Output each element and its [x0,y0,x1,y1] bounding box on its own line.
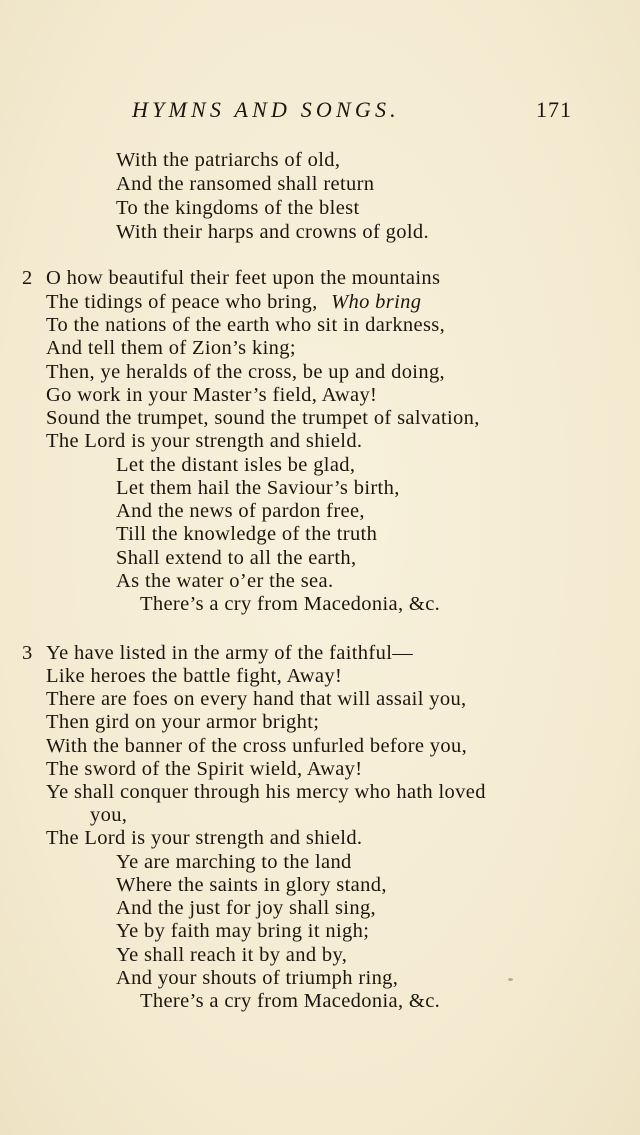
stanza-3-refrain-line: And your shouts of triumph ring, [116,967,399,989]
stanza-3-line: The Lord is your strength and shield. [46,827,363,849]
stanza-3-refrain-line: Ye shall reach it by and by, [116,944,348,966]
page-number: 171 [536,97,572,122]
stanza-3-refrain-line: And the just for joy shall sing, [116,897,377,919]
stanza-2-refrain-line: As the water o’er the sea. [116,570,334,592]
stanza-1-line: And the ransomed shall return [116,173,375,195]
paper-speck [508,978,513,981]
running-head [0,97,640,127]
stanza-2-refrain-line: Let them hail the Saviour’s birth, [116,477,400,499]
stanza-2-refrain-line: Till the knowledge of the truth [116,523,378,545]
stanza-2-line: O how beautiful their feet upon the mountains [46,267,441,289]
stanza-1-line: With their harps and crowns of gold. [116,221,429,243]
stanza-3-line: Ye have listed in the army of the faithful— [46,642,414,664]
stanza-3-refrain-line: Where the saints in glory stand, [116,874,387,896]
stanza-2-line: Go work in your Master’s field, Away! [46,384,378,406]
stanza-2-line: And tell them of Zion’s king; [46,337,296,359]
stanza-1-line: To the kingdoms of the blest [116,197,360,219]
stanza-2-line: To the nations of the earth who sit in darkness, [46,314,446,336]
stanza-3-line: Like heroes the battle fight, Away! [46,665,343,687]
stanza-2-line [46,291,421,314]
stanza-2-chorus-reference: There’s a cry from Macedonia, &c. [140,593,441,615]
stanza-2-line: Then, ye heralds of the cross, be up and doing, [46,361,446,383]
stanza-3-refrain-line: Ye by faith may bring it nigh; [116,920,370,942]
stanza-2-number: 2 [22,267,33,289]
stanza-3-line: There are foes on every hand that will assail you, [46,688,467,710]
stanza-2-refrain-line: Shall extend to all the earth, [116,547,357,569]
repeat-phrase: Who bring [331,291,422,313]
stanza-2-refrain-line: And the news of pardon free, [116,500,365,522]
stanza-3-line: The sword of the Spirit wield, Away! [46,758,363,780]
stanza-3-line-turnover: you, [90,804,128,826]
stanza-3-refrain-line: Ye are marching to the land [116,851,352,873]
stanza-2-line-text: The tidings of peace who bring, [46,291,318,313]
stanza-3-line: Ye shall conquer through his mercy who hath loved [46,781,486,803]
stanza-3-line: Then gird on your armor bright; [46,711,320,733]
stanza-3-chorus-reference: There’s a cry from Macedonia, &c. [140,990,441,1012]
stanza-3-number: 3 [22,642,33,664]
stanza-2-line: Sound the trumpet, sound the trumpet of salvation, [46,407,480,429]
stanza-2-refrain-line: Let the distant isles be glad, [116,454,356,476]
stanza-2-line: The Lord is your strength and shield. [46,430,363,452]
running-head-title: HYMNS AND SONGS. [132,97,400,122]
stanza-1-line: With the patriarchs of old, [116,149,341,171]
stanza-3-line: With the banner of the cross unfurled before you, [46,735,468,757]
